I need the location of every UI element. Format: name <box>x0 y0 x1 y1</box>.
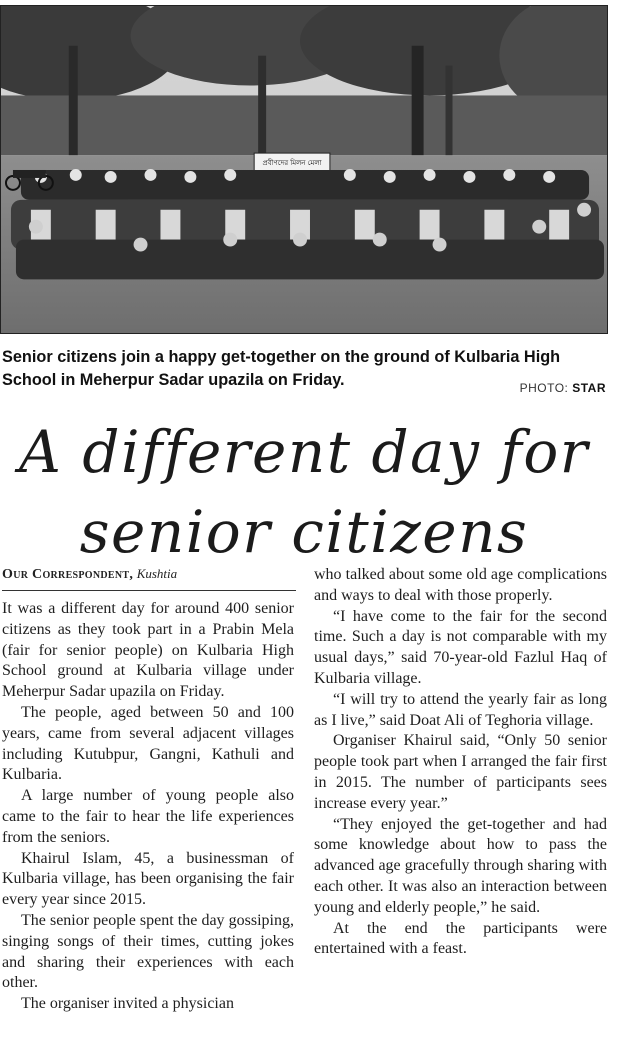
article-paragraph: The organiser invited a physician <box>21 995 234 1013</box>
article-paragraph: At the end the participants were entertained with a feast. <box>314 919 607 958</box>
article-paragraph: “I will try to attend the yearly fair as long as I live,” said Doat Ali of Teghoria village. <box>314 690 607 729</box>
photo-caption <box>2 346 606 392</box>
article-column-left <box>2 599 294 1015</box>
credit-source: STAR <box>572 381 606 395</box>
headline <box>0 412 608 572</box>
headline-line-1: A different day for <box>19 418 589 486</box>
byline-place: Kushtia <box>136 566 178 581</box>
article-paragraph: “I have come to the fair for the second time. Such a day is not comparable with my usual days,” said 70-year-old Fazlul Haq of Kulbaria village. <box>314 607 607 687</box>
article-paragraph: A large number of young people also came to the fair to hear the life experiences from the seniors. <box>2 787 294 846</box>
credit-label: PHOTO: <box>519 381 569 395</box>
byline-name: Our Correspondent, <box>2 567 134 582</box>
photo-credit <box>520 381 606 395</box>
article-paragraph: “They enjoyed the get-together and had some knowledge about how to pass the advanced age gracefully through sharing with each other. It was also an interaction between young and elderly people,” he said. <box>314 815 607 916</box>
article-column-right <box>314 565 607 960</box>
article-paragraph: It was a different day for around 400 senior citizens as they took part in a Prabin Mela (fair for senior people) on Kulbaria High School ground at Kulbaria village under Meherpur Sadar upazila on Friday. <box>2 600 294 701</box>
article-paragraph: who talked about some old age complications and ways to deal with those properly. <box>314 566 607 604</box>
byline <box>2 566 296 591</box>
banner-text: প্রবীণদের মিলন মেলা <box>262 159 322 168</box>
article-paragraph: The people, aged between 50 and 100 years, came from several adjacent villages including Kutubpur, Gangni, Kathuli and Kulbaria. <box>2 703 294 784</box>
caption-text: Senior citizens join a happy get-together on the ground of Kulbaria High School in Meherpur Sadar upazila on Friday. <box>2 348 561 389</box>
headline-line-2: senior citizens <box>79 498 529 566</box>
news-photo <box>0 5 608 334</box>
group-photo-image <box>1 6 607 333</box>
article-paragraph: Khairul Islam, 45, a businessman of Kulbaria village, has been organising the fair every year since 2015. <box>2 849 294 909</box>
article-paragraph: Organiser Khairul said, “Only 50 senior people took part when I arranged the fair first in 2015. The number of participants sees increase every year.” <box>314 732 607 812</box>
article-paragraph: The senior people spent the day gossiping, singing songs of their times, cutting jokes and sharing their experiences with each other. <box>2 911 294 992</box>
